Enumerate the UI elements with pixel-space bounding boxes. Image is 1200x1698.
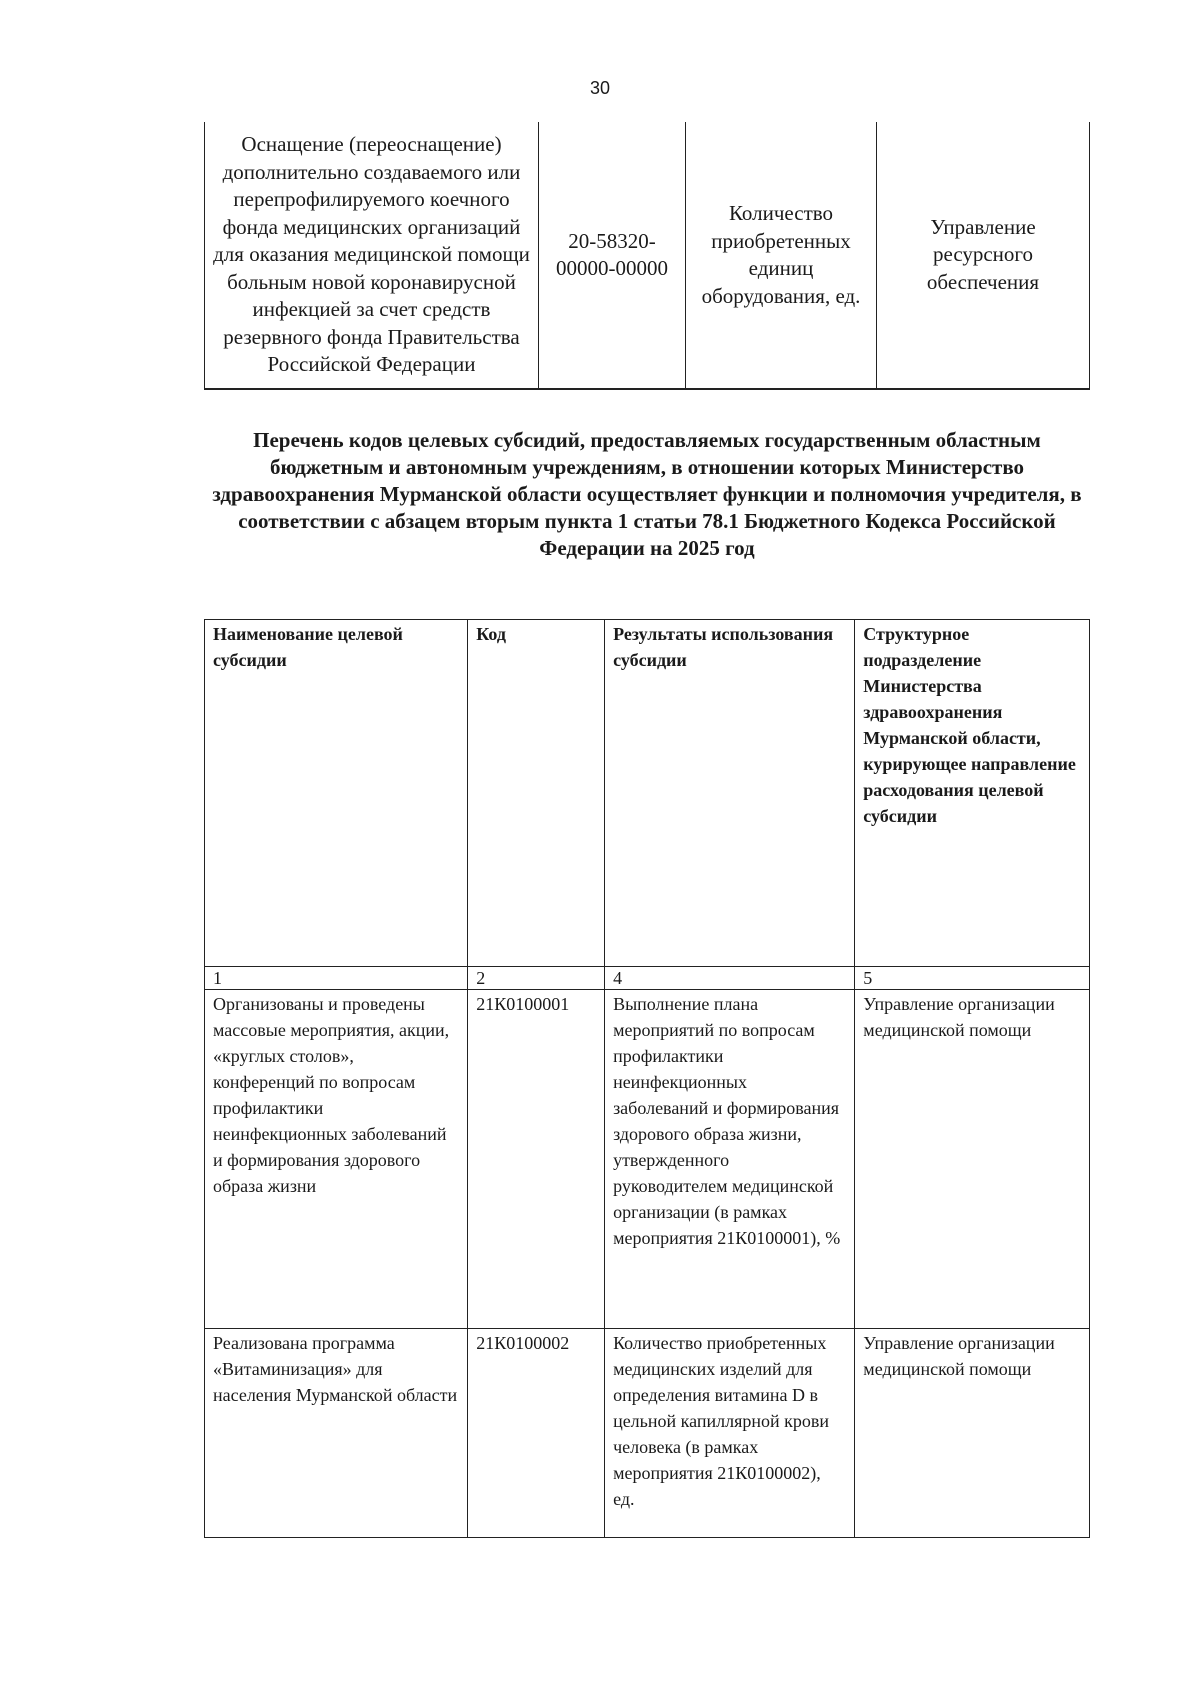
table-header-row: [205, 620, 1090, 967]
header-department: Структурное подразделение Министерства здравоохранения Мурманской области, курирующее направление расходования целевой субсидии: [855, 620, 1090, 967]
row-code: 21К0100002: [468, 1329, 605, 1538]
subsidy-name-cell: Оснащение (переоснащение) дополнительно создаваемого или перепрофилируемого коечного фонда медицинских организаций для оказания медицинской помощи больным новой коронавирусной инфекцией за счет средств резервного фонда Правительства Российской Федерации: [205, 122, 539, 389]
header-code: Код: [468, 620, 605, 967]
subsidy-code-cell: 20-58320-00000-00000: [539, 122, 686, 389]
table-row: [205, 122, 1090, 389]
row-department: Управление организации медицинской помощи: [855, 1329, 1090, 1538]
row-department: Управление организации медицинской помощи: [855, 990, 1090, 1329]
row-name: Организованы и проведены массовые мероприятия, акции, «круглых столов», конференций по вопросам профилактики неинфекционных заболеваний и формирования здорового образа жизни: [205, 990, 468, 1329]
subsidy-department-cell: Управление ресурсного обеспечения: [877, 122, 1090, 389]
column-number: 1: [205, 967, 468, 990]
top-table: [204, 122, 1090, 390]
header-name: Наименование целевой субсидии: [205, 620, 468, 967]
subsidy-codes-table: [204, 619, 1090, 1538]
column-number: 4: [605, 967, 855, 990]
column-number: 2: [468, 967, 605, 990]
header-result: Результаты использования субсидии: [605, 620, 855, 967]
page-number: 30: [589, 78, 611, 98]
table-row: [205, 990, 1090, 1329]
row-code: 21К0100001: [468, 990, 605, 1329]
table-row: [205, 1329, 1090, 1538]
row-name: Реализована программа «Витаминизация» для населения Мурманской области: [205, 1329, 468, 1538]
column-number: 5: [855, 967, 1090, 990]
row-result: Выполнение плана мероприятий по вопросам профилактики неинфекционных заболеваний и формирования здорового образа жизни, утвержденного руководителем медицинской организации (в рамках мероприятия 21К0100001), %: [605, 990, 855, 1329]
row-result: Количество приобретенных медицинских изделий для определения витамина D в цельной капиллярной крови человека (в рамках мероприятия 21К0100002), ед.: [605, 1329, 855, 1538]
section-heading: Перечень кодов целевых субсидий, предоставляемых государственным областным бюджетным и автономным учреждениям, в отношении которых Министерство здравоохранения Мурманской области осуществляет функции и полномочия учредителя, в соответствии с абзацем вторым пункта 1 статьи 78.1 Бюджетного Кодекса Российской Федерации на 2025 год: [212, 428, 1082, 560]
column-number-row: [205, 967, 1090, 990]
subsidy-result-cell: Количество приобретенных единиц оборудования, ед.: [686, 122, 877, 389]
